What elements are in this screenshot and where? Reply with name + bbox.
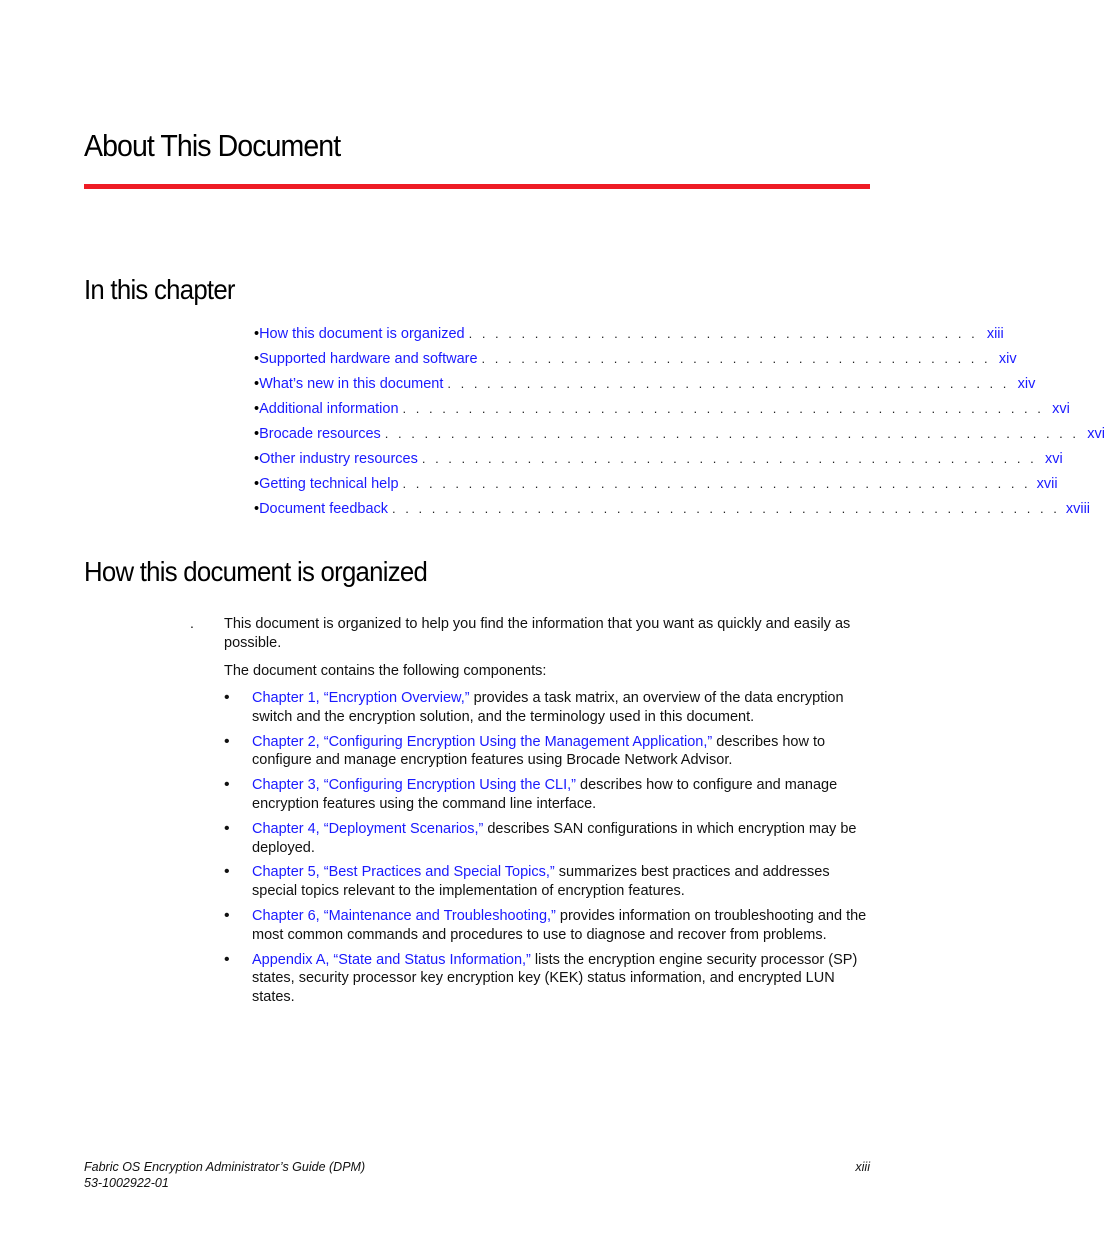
- toc-page-number[interactable]: xvi: [1045, 450, 1063, 467]
- title-rule: [84, 184, 870, 189]
- toc-entry[interactable]: [254, 346, 1017, 371]
- list-item: [224, 951, 872, 1007]
- chapter-link[interactable]: Chapter 4, “Deployment Scenarios,”: [252, 820, 484, 837]
- footer-page-number: xiii: [855, 1160, 870, 1174]
- chapter-link[interactable]: Chapter 1, “Encryption Overview,”: [252, 690, 470, 706]
- toc-leader: . . . . . . . . . . . . . . . . . . . . . . . . . . . . . . . . . . . . . . .: [481, 351, 991, 366]
- footer-doc-number: 53-1002922-01: [84, 1176, 169, 1190]
- bullet: •: [224, 732, 230, 750]
- toc-bullet: •: [254, 475, 260, 492]
- item-description: describes how to configure and manage encryption features using the command line interface.: [252, 777, 838, 812]
- toc-bullet: •: [254, 325, 260, 342]
- toc-entry[interactable]: [254, 496, 1091, 521]
- page-title: About This Document: [84, 128, 341, 163]
- list-item: [224, 907, 872, 945]
- chapter-link[interactable]: Chapter 2, “Configuring Encryption Using the Management Application,”: [252, 733, 713, 750]
- toc-bullet: •: [254, 500, 260, 517]
- toc-link[interactable]: How this document is organized: [259, 325, 465, 342]
- components-intro: The document contains the following components:: [224, 663, 547, 679]
- item-description: provides a task matrix, an overview of the data encryption switch and the encryption solution, and the terminology used in this document.: [252, 690, 844, 725]
- toc-entry[interactable]: [254, 421, 1105, 446]
- toc-page-number[interactable]: xiv: [1017, 375, 1036, 392]
- toc-link[interactable]: What’s new in this document: [259, 375, 444, 392]
- chapter-link[interactable]: Chapter 3, “Configuring Encryption Using the CLI,”: [252, 777, 576, 794]
- item-description: describes SAN configurations in which encryption may be deployed.: [252, 820, 857, 856]
- toc-link[interactable]: Supported hardware and software: [259, 350, 478, 367]
- toc-link[interactable]: Getting technical help: [259, 475, 399, 492]
- chapter-link[interactable]: Appendix A, “State and Status Information,”: [252, 951, 531, 968]
- toc-link[interactable]: Document feedback: [259, 500, 389, 517]
- toc-entry[interactable]: [254, 321, 1004, 346]
- toc-bullet: •: [254, 350, 260, 367]
- item-description: describes how to configure and manage encryption features using Brocade Network Advisor.: [252, 733, 826, 769]
- bullet: •: [224, 950, 230, 968]
- toc-entry[interactable]: [254, 371, 1036, 396]
- toc-page-number[interactable]: xiii: [986, 325, 1004, 342]
- toc-leader: . . . . . . . . . . . . . . . . . . . . . . . . . . . . . . . . . . . . . . . . . . . . . . .: [421, 451, 1037, 466]
- intro-paragraph: This document is organized to help you find the information that you want as quickly and easily as possible.: [224, 616, 851, 651]
- list-item: [224, 776, 872, 814]
- list-item: [224, 863, 872, 901]
- footer-doc-title: Fabric OS Encryption Administrator’s Guide (DPM): [84, 1160, 366, 1174]
- toc-leader: . . . . . . . . . . . . . . . . . . . . . . . . . . . . . . . . . . . . . . . . . . . . . . . .: [402, 476, 1031, 491]
- toc-bullet: •: [254, 375, 260, 392]
- chapter-toc: [254, 321, 1105, 521]
- chapter-link[interactable]: Chapter 5, “Best Practices and Special Topics,”: [252, 864, 555, 881]
- item-description: summarizes best practices and addresses special topics relevant to the implementation of encryption features.: [252, 864, 830, 900]
- toc-bullet: •: [254, 400, 260, 417]
- toc-entry[interactable]: [254, 446, 1063, 471]
- toc-entry[interactable]: [254, 396, 1070, 421]
- toc-leader: . . . . . . . . . . . . . . . . . . . . . . . . . . . . . . . . . . . . . . .: [468, 326, 978, 341]
- chapter-link[interactable]: Chapter 6, “Maintenance and Troubleshooting,”: [252, 907, 556, 924]
- footer-left: [84, 1159, 365, 1191]
- toc-leader: . . . . . . . . . . . . . . . . . . . . . . . . . . . . . . . . . . . . . . . . . . . . . . . . .: [402, 401, 1044, 416]
- toc-link[interactable]: Brocade resources: [259, 425, 381, 442]
- toc-leader: . . . . . . . . . . . . . . . . . . . . . . . . . . . . . . . . . . . . . . . . . . . . . . . . . . .: [392, 501, 1060, 516]
- bullet: •: [224, 819, 230, 837]
- toc-page-number[interactable]: xvii: [1036, 475, 1058, 492]
- item-description: provides information on troubleshooting and the most common commands and procedures to use to diagnose and recover from problems.: [252, 907, 867, 943]
- toc-entry[interactable]: [254, 471, 1058, 496]
- chapter-contents-heading: In this chapter: [84, 274, 235, 305]
- item-description: lists the encryption engine security processor (SP) states, security processor key encryption key (KEK) status information, and encrypted LUN states.: [252, 951, 858, 1006]
- toc-page-number[interactable]: xviii: [1065, 500, 1091, 517]
- toc-bullet: •: [254, 425, 260, 442]
- toc-leader: . . . . . . . . . . . . . . . . . . . . . . . . . . . . . . . . . . . . . . . . . . .: [447, 376, 1010, 391]
- bullet: •: [224, 863, 230, 881]
- components-list: [224, 689, 872, 1013]
- toc-page-number[interactable]: xvi: [1052, 400, 1070, 417]
- list-item: [224, 689, 872, 727]
- toc-link[interactable]: Additional information: [259, 400, 399, 417]
- toc-bullet: •: [254, 450, 260, 467]
- toc-link[interactable]: Other industry resources: [259, 450, 418, 467]
- section-heading: How this document is organized: [84, 556, 428, 587]
- toc-page-number[interactable]: xvi: [1087, 425, 1105, 442]
- bullet: •: [224, 689, 230, 706]
- toc-leader: . . . . . . . . . . . . . . . . . . . . . . . . . . . . . . . . . . . . . . . . . . . . . . . . . . . . .: [384, 426, 1080, 441]
- paragraph-marker: .: [190, 615, 194, 631]
- list-item: [224, 820, 872, 858]
- bullet: •: [224, 776, 230, 794]
- list-item: [224, 733, 872, 771]
- bullet: •: [224, 906, 230, 924]
- toc-page-number[interactable]: xiv: [998, 350, 1017, 367]
